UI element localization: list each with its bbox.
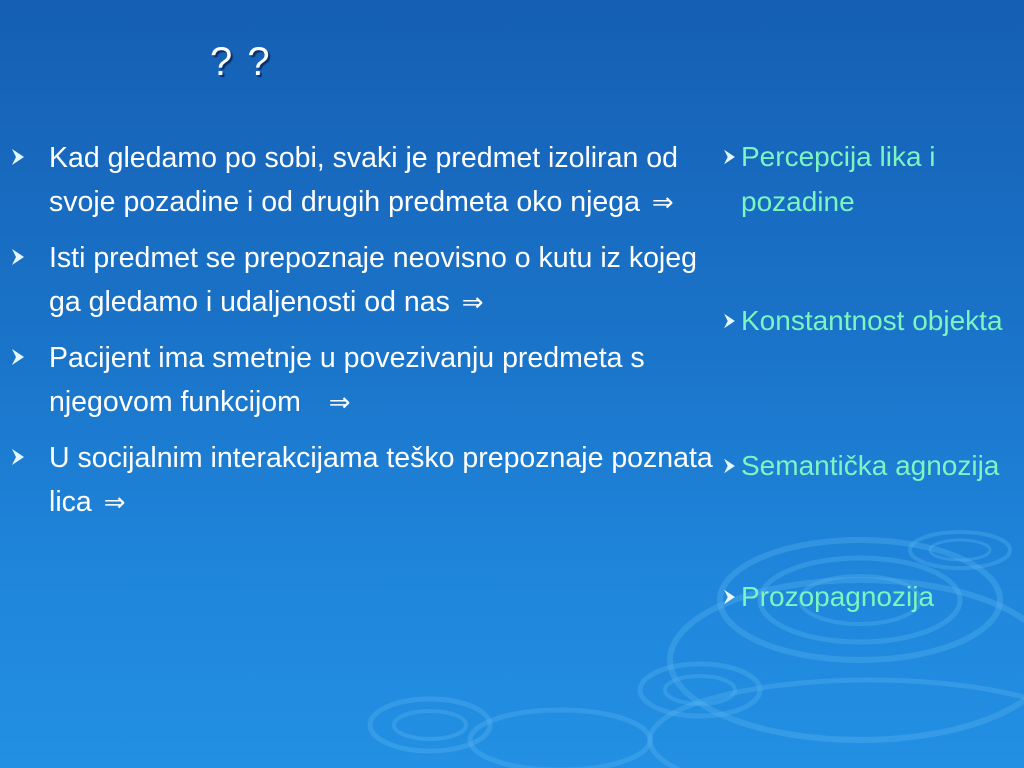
list-item	[10, 136, 720, 225]
implies-arrow-icon: ⇒	[328, 388, 351, 418]
list-item	[10, 336, 720, 425]
list-item-text: Kad gledamo po sobi, svaki je predmet izoliran od svoje pozadine i od drugih predmeta oko njega	[49, 142, 678, 218]
concept-label: Prozopagnozija	[741, 581, 935, 612]
implies-arrow-icon: ⇒	[103, 488, 126, 518]
list-item	[10, 436, 720, 525]
concept-item	[719, 134, 1019, 224]
arrowhead-bullet-icon	[10, 447, 26, 467]
concept-label: Percepcija lika i pozadine	[741, 141, 936, 217]
list-item-text: Isti predmet se prepoznaje neovisno o kutu iz kojeg ga gledamo i udaljenosti od nas	[49, 242, 697, 318]
concept-item	[719, 574, 1019, 619]
concept-label: Semantička agnozija	[741, 450, 1000, 481]
main-bullet-list	[10, 136, 720, 536]
concept-item	[719, 298, 1019, 343]
arrowhead-bullet-icon	[10, 147, 26, 167]
concept-label: Konstantnost objekta	[741, 305, 1003, 336]
implies-arrow-icon: ⇒	[461, 288, 484, 318]
list-item-text: Pacijent ima smetnje u povezivanju predmeta s njegovom funkcijom	[49, 342, 645, 418]
arrowhead-bullet-icon	[722, 588, 737, 606]
list-item	[10, 236, 720, 325]
arrowhead-bullet-icon	[10, 347, 26, 367]
arrowhead-bullet-icon	[722, 148, 737, 166]
list-item-text: U socijalnim interakcijama teško prepoznaje poznata lica	[49, 442, 713, 518]
arrowhead-bullet-icon	[10, 247, 26, 267]
slide-title: ? ?	[210, 40, 272, 84]
arrowhead-bullet-icon	[722, 312, 737, 330]
arrowhead-bullet-icon	[722, 457, 737, 475]
concept-item	[719, 443, 1019, 488]
implies-arrow-icon: ⇒	[651, 188, 674, 218]
